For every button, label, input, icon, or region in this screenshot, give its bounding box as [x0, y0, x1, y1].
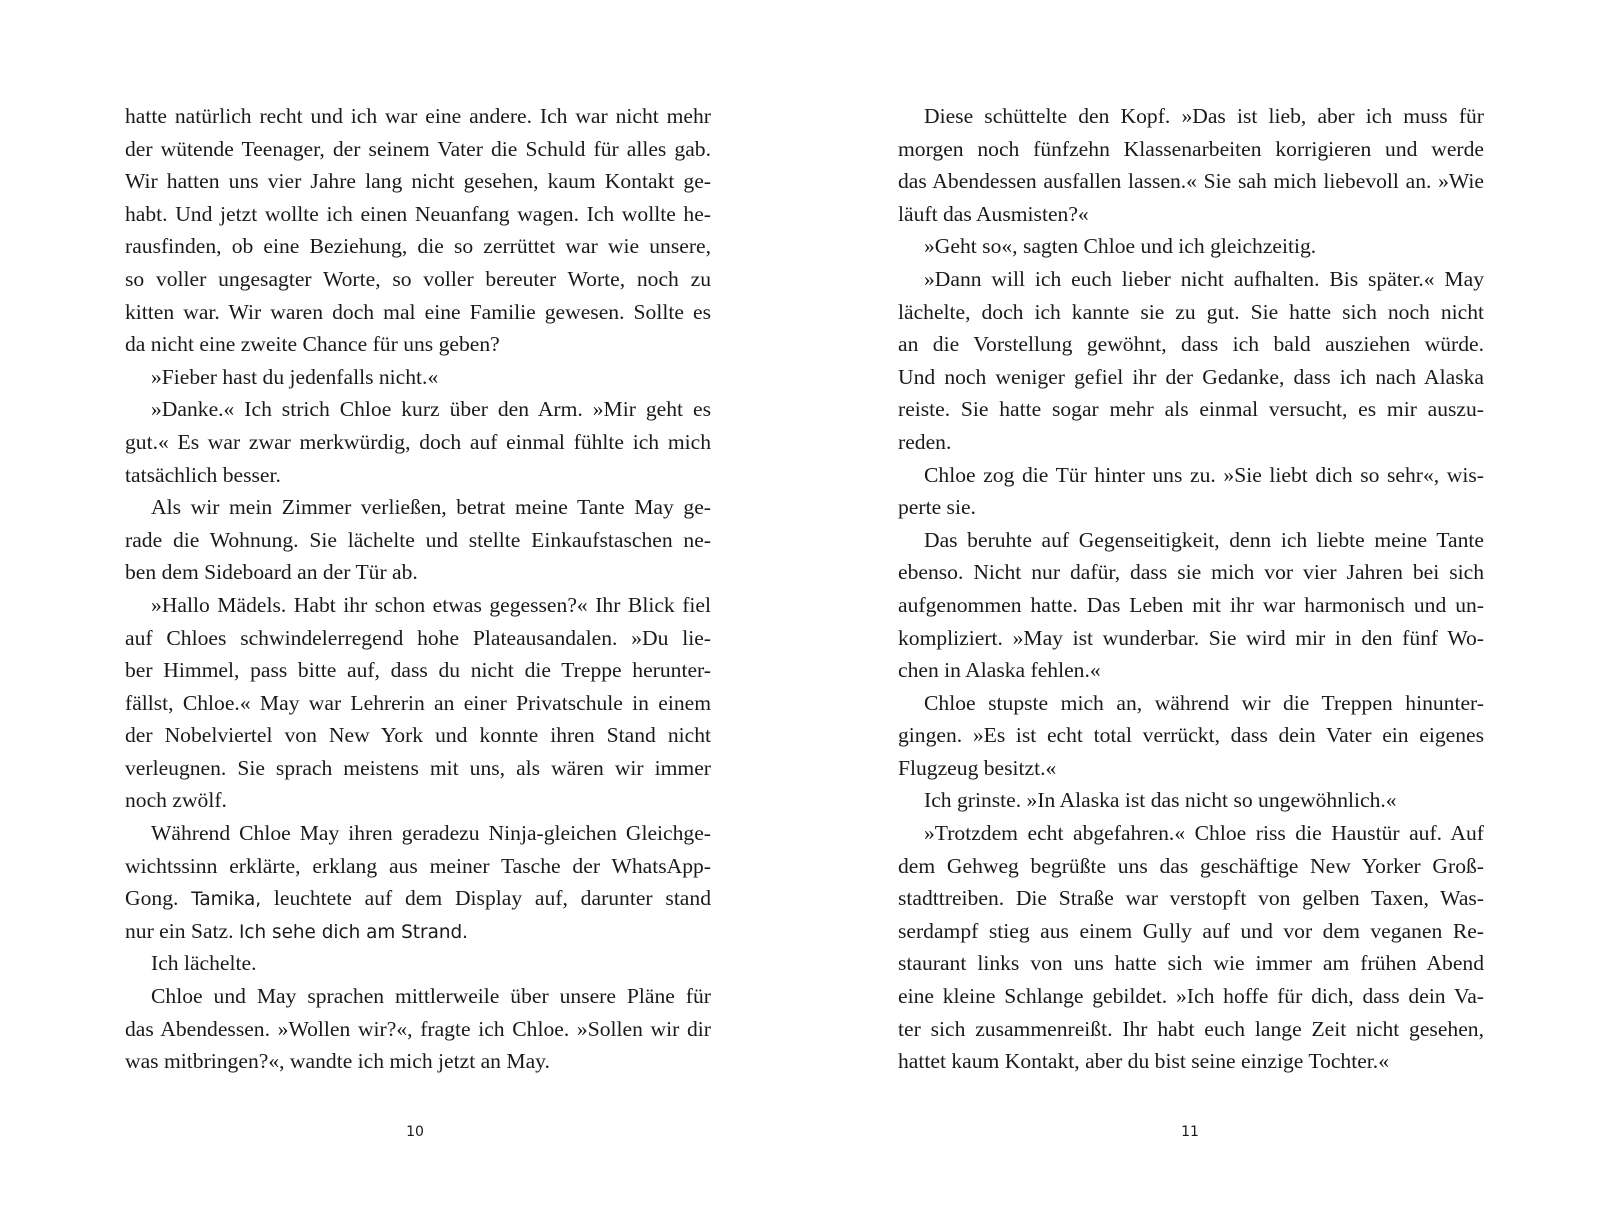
- text-line: hatte natürlich recht und ich war eine andere. Ich war nicht mehr: [125, 104, 711, 128]
- text-line: »Dann will ich euch lieber nicht aufhalten. Bis später.« May: [924, 266, 1484, 291]
- right-page: [800, 0, 1600, 1215]
- text-line: Chloe und May sprachen mittlerweile über unsere Pläne für: [151, 984, 711, 1009]
- message-text: Ich sehe dich am Strand.: [238, 921, 469, 943]
- text-line: da nicht eine zweite Chance für uns geben?: [125, 332, 500, 357]
- text-line: rausfinden, ob eine Beziehung, die so zerrüttet war wie unsere,: [125, 234, 711, 259]
- page-number: 10: [406, 1124, 424, 1140]
- text-line: kitten war. Wir waren doch mal eine Familie gewesen. Sollte es: [125, 299, 711, 324]
- text-line: ben dem Sideboard an der Tür ab.: [125, 560, 418, 585]
- text-line: gingen. »Es ist echt total verrückt, dass dein Vater ein eigenes: [898, 723, 1484, 748]
- text-line: noch zwölf.: [125, 788, 227, 813]
- text-line: Ich lächelte.: [151, 951, 257, 976]
- text-line: Ich grinste. »In Alaska ist das nicht so ungewöhnlich.«: [924, 788, 1397, 813]
- text-line: Während Chloe May ihren geradezu Ninja-gleichen Gleichge-: [151, 821, 711, 846]
- text-line: dem Gehweg begrüßte uns das geschäftige New Yorker Groß-: [898, 853, 1484, 878]
- text-line: Chloe zog die Tür hinter uns zu. »Sie liebt dich so sehr«, wis-: [924, 462, 1484, 487]
- text-line: hattet kaum Kontakt, aber du bist seine einzige Tochter.«: [898, 1049, 1390, 1074]
- text-line: stadttreiben. Die Straße war verstopft von gelben Taxen, Was-: [898, 886, 1484, 911]
- text-fragment: Gong.: [125, 886, 179, 911]
- text-line: Wir hatten uns vier Jahre lang nicht gesehen, kaum Kontakt ge-: [125, 169, 711, 194]
- text-line: an die Vorstellung gewöhnt, dass ich bald ausziehen würde.: [898, 332, 1484, 357]
- text-line: reiste. Sie hatte sogar mehr als einmal versucht, es mir auszu-: [898, 397, 1484, 422]
- text-line: habt. Und jetzt wollte ich einen Neuanfang wagen. Ich wollte he-: [125, 201, 711, 226]
- text-line: ebenso. Nicht nur dafür, dass sie mich vor vier Jahren bei sich: [898, 560, 1484, 585]
- text-line: »Hallo Mädels. Habt ihr schon etwas gegessen?« Ihr Blick fiel: [151, 592, 711, 617]
- text-line: ber Himmel, pass bitte auf, dass du nicht die Treppe herunter-: [125, 658, 711, 683]
- text-line: rade die Wohnung. Sie lächelte und stellte Einkaufstaschen ne-: [125, 527, 711, 552]
- text-line: das Abendessen ausfallen lassen.« Sie sah mich liebevoll an. »Wie: [898, 169, 1484, 194]
- text-line: was mitbringen?«, wandte ich mich jetzt an May.: [125, 1049, 550, 1074]
- text-line: Flugzeug besitzt.«: [898, 755, 1057, 780]
- text-line: wichtssinn erklärte, erklang aus meiner Tasche der WhatsApp-: [125, 853, 711, 878]
- text-line: eine kleine Schlange gebildet. »Ich hoffe für dich, dass dein Va-: [898, 984, 1484, 1009]
- text-line: lächelte, doch ich kannte sie zu gut. Sie hatte sich noch nicht: [898, 299, 1484, 324]
- text-line: Als wir mein Zimmer verließen, betrat meine Tante May ge-: [151, 495, 711, 520]
- text-line: serdampf stieg aus einem Gully auf und vor dem veganen Re-: [898, 918, 1484, 943]
- text-line: »Fieber hast du jedenfalls nicht.«: [151, 364, 439, 389]
- right-page-text: [898, 100, 1484, 1078]
- text-line: tatsächlich besser.: [125, 462, 281, 487]
- text-line: auf Chloes schwindelerregend hohe Plateausandalen. »Du lie-: [125, 625, 711, 650]
- left-page-text: [125, 100, 711, 1078]
- text-line: staurant links von uns hatte sich wie immer am frühen Abend: [898, 951, 1484, 976]
- text-line: [125, 882, 711, 915]
- text-line: Und noch weniger gefiel ihr der Gedanke, dass ich nach Alaska: [898, 364, 1484, 389]
- text-line: verleugnen. Sie sprach meistens mit uns, als wären wir immer: [125, 755, 711, 780]
- text-line: »Danke.« Ich strich Chloe kurz über den Arm. »Mir geht es: [151, 397, 711, 422]
- text-fragment: nur ein Satz.: [125, 918, 234, 943]
- text-line: der wütende Teenager, der seinem Vater die Schuld für alles gab.: [125, 136, 711, 161]
- text-line: der Nobelviertel von New York und konnte ihren Stand nicht: [125, 723, 711, 748]
- text-line: läuft das Ausmisten?«: [898, 201, 1089, 226]
- text-line: chen in Alaska fehlen.«: [898, 658, 1101, 683]
- text-line: so voller ungesagter Worte, so voller bereuter Worte, noch zu: [125, 266, 711, 291]
- text-line: morgen noch fünfzehn Klassenarbeiten korrigieren und werde: [898, 136, 1484, 161]
- text-fragment: leuchtete auf dem Display auf, darunter stand: [273, 886, 711, 911]
- text-line: das Abendessen. »Wollen wir?«, fragte ich Chloe. »Sollen wir dir: [125, 1016, 711, 1041]
- text-line: aufgenommen hatte. Das Leben mit ihr war harmonisch und un-: [898, 592, 1484, 617]
- text-line: reden.: [898, 429, 952, 454]
- page-number: 11: [1181, 1124, 1199, 1140]
- text-line: Chloe stupste mich an, während wir die Treppen hinunter-: [924, 690, 1484, 715]
- text-line: perte sie.: [898, 495, 976, 520]
- text-line: fällst, Chloe.« May war Lehrerin an einer Privatschule in einem: [125, 690, 711, 715]
- message-sender: Tamika,: [191, 889, 262, 911]
- text-line: [125, 915, 711, 948]
- text-line: kompliziert. »May ist wunderbar. Sie wird mir in den fünf Wo-: [898, 625, 1484, 650]
- text-line: »Geht so«, sagten Chloe und ich gleichzeitig.: [924, 234, 1317, 259]
- text-line: ter sich zusammenreißt. Ihr habt euch lange Zeit nicht gesehen,: [898, 1016, 1484, 1041]
- text-line: gut.« Es war zwar merkwürdig, doch auf einmal fühlte ich mich: [125, 429, 711, 454]
- text-line: Diese schüttelte den Kopf. »Das ist lieb, aber ich muss für: [924, 104, 1484, 128]
- text-line: Das beruhte auf Gegenseitigkeit, denn ich liebte meine Tante: [924, 527, 1484, 552]
- text-line: »Trotzdem echt abgefahren.« Chloe riss die Haustür auf. Auf: [924, 821, 1484, 846]
